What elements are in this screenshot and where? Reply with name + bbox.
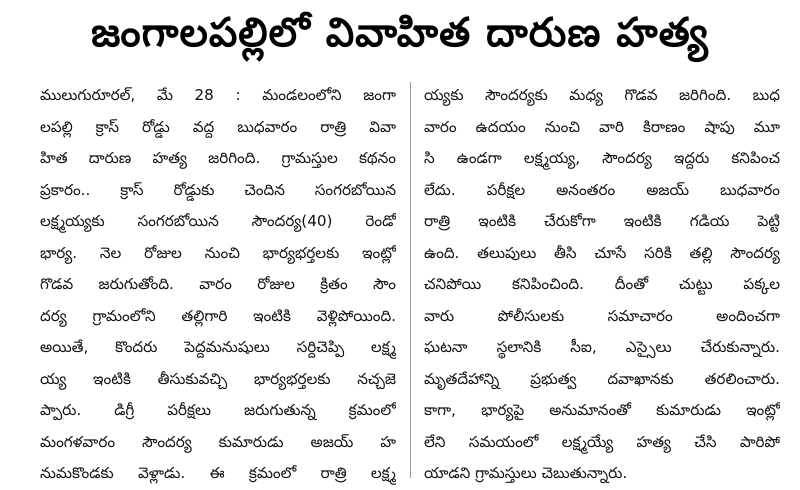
article-line: అయితే, కొందరు పెద్దమనుషులు సర్దిచెప్పి లక్ష్మ <box>40 338 396 356</box>
article-line: కాగా, భార్యపై అనుమానంతో కుమారుడు ఇంట్లో <box>424 401 780 419</box>
article-line: లేని సమయంలో లక్ష్మయ్యే హత్య చేసి పారిపో <box>424 432 780 451</box>
article-line: లేదు. పరీక్షల అనంతరం అజయ్ బుధవారం <box>424 180 780 199</box>
column-divider <box>410 82 411 478</box>
article-line: యాడని గ్రామస్తులు చెబుతున్నారు. <box>424 464 628 482</box>
article-line: రాత్రి ఇంటికి చేరుకోగా ఇంటికి గడియ పెట్టి <box>424 212 780 230</box>
article-line: నుమకొండకు వెళ్లాడు. ఈ క్రమంలో రాత్రి లక్ష్మ <box>40 464 396 482</box>
article-line: వారం ఉదయం నుంచి వారి కిరాణం షాపు మూ <box>424 117 780 136</box>
article-line: ఉంది. తలుపులు తీసి చూసే సరికి తల్లి సౌందర్య <box>424 243 780 262</box>
article-line: య్యకు సౌందర్యకు మధ్య గొడవ జరిగింది. బుధ <box>424 86 780 104</box>
article-left-column <box>40 80 396 490</box>
headline: జంగాలపల్లిలో వివాహిత దారుణ హత్య <box>91 10 709 56</box>
article-line: భార్య. నెల రోజుల నుంచి భార్యభర్తలకు ఇంట్లో <box>40 243 396 262</box>
article-line: గొడవ జరుగుతోంది. వారం రోజుల క్రితం సౌం <box>40 275 396 293</box>
article-line: య్య ఇంటికి తీసుకువచ్చి భార్యభర్తలకు నచ్చజె <box>40 369 396 388</box>
article-line: ప్పారు. డిగ్రీ పరీక్షలు జరుగుతున్న క్రమంలో <box>40 401 396 419</box>
article-line: లపల్లి క్రాస్ రోడ్డు వద్ద బుధవారం రాత్రి వివా <box>40 117 396 136</box>
article-line: లక్ష్మయ్యకు సంగరబోయిన సౌందర్య(40) రెండో <box>40 212 396 230</box>
article-line: ములుగురూరల్, మే 28 : మండలంలోని జంగా <box>40 86 396 104</box>
article-line: మృతదేహాన్ని ప్రభుత్వ దవాఖానకు తరలించారు. <box>424 369 780 388</box>
article-line: మంగళవారం సౌందర్య కుమారుడు అజయ్ హ <box>40 432 396 451</box>
article-line: ఘటనా స్థలానికి సీఐ, ఎస్సైలు చేరుకున్నారు. <box>424 338 780 356</box>
article-line: సి ఉండగా లక్ష్మయ్య, సౌందర్య ఇద్దరు కనిపించ <box>424 149 780 167</box>
article-line: దర్య గ్రామంలోని తల్లిగారి ఇంటికి వెళ్లిపోయింది. <box>40 306 396 325</box>
article-line: ప్రకారం.. క్రాస్ రోడ్డుకు చెందిన సంగరబోయిన <box>40 180 396 199</box>
article-right-column <box>424 80 780 490</box>
article-line: చనిపోయి కనిపించింది. దీంతో చుట్టు పక్కల <box>424 275 780 293</box>
article-line: హిత దారుణ హత్య జరిగింది. గ్రామస్తుల కథనం <box>40 149 396 167</box>
article-line: వారు పోలీసులకు సమాచారం అందించగా <box>424 306 780 325</box>
